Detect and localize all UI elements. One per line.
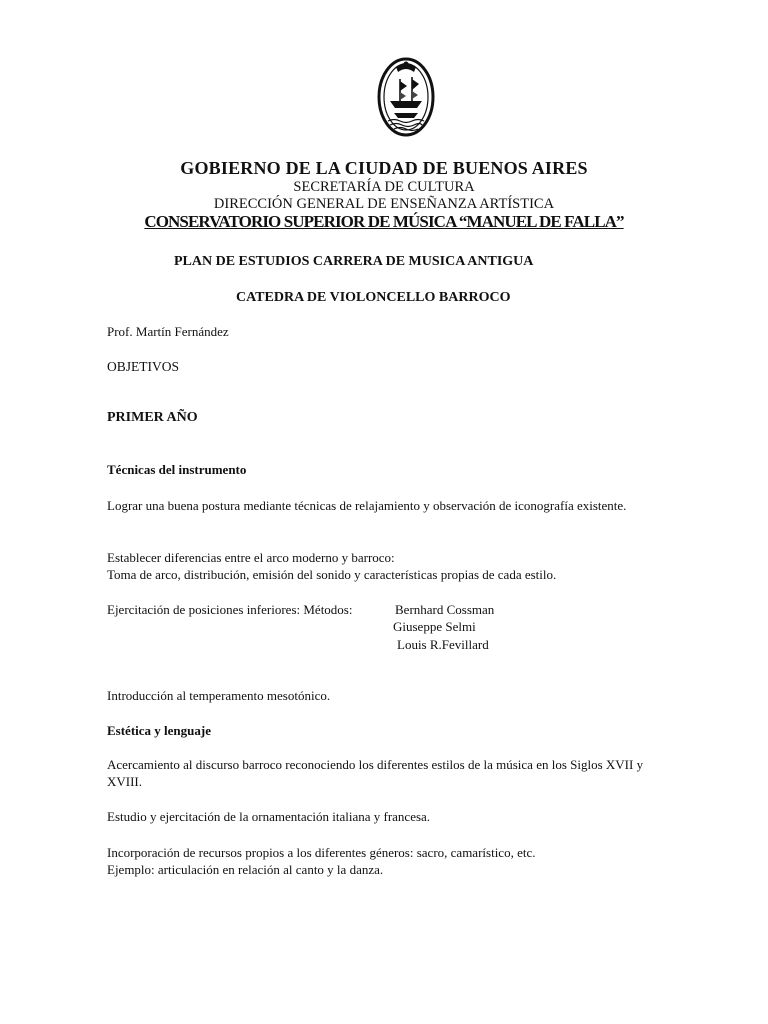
method-item: Louis R.Fevillard	[397, 637, 489, 652]
method-item: Giuseppe Selmi	[393, 619, 476, 634]
paragraph-baroque-discourse: Acercamiento al discurso barroco reconociendo los diferentes estilos de la música en los Siglos XVII y XVIII.	[107, 757, 644, 789]
city-seal-icon	[376, 55, 436, 137]
government-title: GOBIERNO DE LA CIUDAD DE BUENOS AIRES	[180, 158, 588, 178]
chair-title: CATEDRA DE VIOLONCELLO BARROCO	[236, 290, 511, 305]
paragraph-bow-line2: Toma de arco, distribución, emisión del sonido y características propias de cada estilo.	[107, 567, 557, 582]
paragraph-bow-line1: Establecer diferencias entre el arco moderno y barroco:	[107, 550, 395, 565]
paragraph-genres-line2: Ejemplo: articulación en relación al canto y la danza.	[107, 862, 384, 877]
secretariat-line: SECRETARÍA DE CULTURA	[293, 179, 475, 195]
year-heading: PRIMER AÑO	[107, 410, 198, 425]
paragraph-ornamentation: Estudio y ejercitación de la ornamentación italiana y francesa.	[107, 809, 431, 824]
method-item: Bernhard Cossman	[395, 602, 495, 617]
professor-name: Prof. Martín Fernández	[107, 324, 229, 339]
paragraph-genres-line1: Incorporación de recursos propios a los diferentes géneros: sacro, camarístico, etc.	[107, 845, 536, 860]
paragraph-temperament: Introducción al temperamento mesotónico.	[107, 688, 331, 703]
section-heading-technique: Técnicas del instrumento	[107, 462, 247, 477]
direction-line: DIRECCIÓN GENERAL DE ENSEÑANZA ARTÍSTICA	[213, 196, 555, 212]
plan-title: PLAN DE ESTUDIOS CARRERA DE MUSICA ANTIGUA	[174, 254, 534, 269]
paragraph-posture: Lograr una buena postura mediante técnicas de relajamiento y observación de iconografía existente.	[107, 498, 627, 513]
section-heading-aesthetics: Estética y lenguaje	[107, 723, 211, 738]
conservatory-title: CONSERVATORIO SUPERIOR DE MÚSICA “MANUEL DE FALLA”	[144, 212, 624, 231]
objectives-label: OBJETIVOS	[107, 359, 180, 374]
methods-label: Ejercitación de posiciones inferiores: Métodos:	[107, 602, 353, 617]
